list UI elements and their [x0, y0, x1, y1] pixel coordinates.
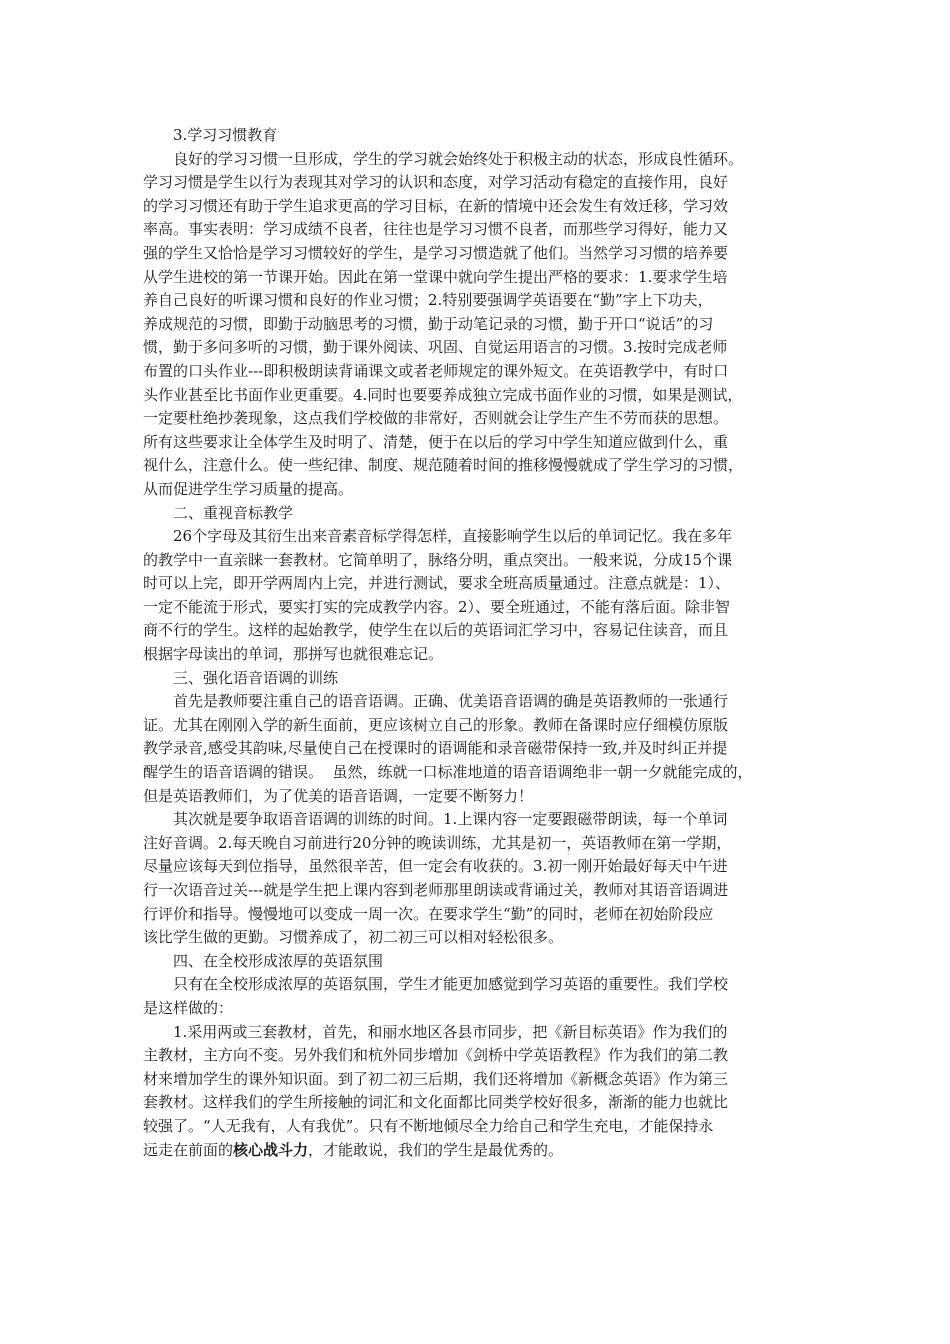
text-line: 醒学生的语音语调的错误。 虽然，练就一口标准地道的语音语调绝非一朝一夕就能完成的， — [143, 763, 753, 782]
text-line: 是这样做的： — [143, 998, 234, 1017]
section-two-heading: 二、重视音标教学 — [173, 503, 294, 522]
text-line: 行评价和指导。慢慢地可以变成一周一次。在要求学生“勤”的同时，老师在初始阶段应 — [143, 904, 714, 923]
section-four-heading: 四、在全校形成浓厚的英语氛围 — [173, 951, 384, 970]
text-line: 注好音调。2.每天晚自习前进行20分钟的晚读训练，尤其是初一，英语教师在第一学期， — [143, 833, 732, 852]
text-line: 一定要杜绝抄袭现象，这点我们学校做的非常好，否则就会让学生产生不劳而获的思想。 — [143, 409, 729, 428]
text-line: 1.采用两或三套教材，首先，和丽水地区各县市同步，把《新目标英语》作为我们的 — [173, 1022, 728, 1041]
text-line: 学习习惯是学生以行为表现其对学习的认识和态度，对学习活动有稳定的直接作用，良好 — [143, 173, 729, 192]
text-line: 教学录音,感受其韵味,尽量使自己在授课时的语调能和录音磁带保持一致,并及时纠正并提 — [143, 739, 728, 758]
section-3-heading: 3.学习习惯教育 — [173, 126, 278, 144]
text-line: 良好的学习习惯一旦形成，学生的学习就会始终处于积极主动的状态，形成良性循环。 — [173, 149, 744, 168]
text-line: 主教材，主方向不变。另外我们和杭外同步增加《剑桥中学英语教程》作为我们的第二教 — [143, 1046, 729, 1065]
text-line: 但是英语教师们，为了优美的语音语调，一定要不断努力！ — [143, 786, 534, 805]
section-four-paragraph-2 — [143, 1021, 811, 1139]
text-line: 商不行的学生。这样的起始教学，使学生在以后的英语词汇学习中，容易记住读音，而且 — [143, 621, 729, 640]
section-three-heading: 三、强化语音语调的训练 — [173, 668, 339, 687]
text-line: 强的学生又恰恰是学习习惯较好的学生，是学习习惯造就了他们。当然学习习惯的培养要 — [143, 243, 729, 262]
text-line: 首先是教师要注重自己的语音语调。正确、优美语音语调的确是英语教师的一张通行 — [173, 692, 729, 711]
text-line: 26个字母及其衍生出来音素音标学得怎样，直接影响学生以后的单词记忆。我在多年 — [173, 527, 733, 546]
text-line: 养自己良好的听课习惯和良好的作业习惯；2.特别要强调学英语要在“勤”字上下功夫， — [143, 291, 713, 310]
last-line-bold-term: 核心战斗力 — [233, 1140, 309, 1159]
section-two-body — [143, 525, 811, 667]
text-line: 较强了。“人无我有，人有我优”。只有不断地倾尽全力给自己和学生充电，才能保持永 — [143, 1116, 714, 1135]
text-line: 从而促进学生学习质量的提高。 — [143, 479, 354, 498]
text-line: 的学习习惯还有助于学生追求更高的学习目标，在新的情境中还会发生有效迁移，学习效 — [143, 196, 729, 215]
text-line: 养成规范的习惯，即勤于动脑思考的习惯，勤于动笔记录的习惯，勤于开口“说话”的习 — [143, 314, 714, 333]
section-four-paragraph-1 — [143, 973, 811, 1020]
text-line: 从学生进校的第一节课开始。因此在第一堂课中就向学生提出严格的要求：1.要求学生培 — [143, 267, 728, 286]
section-four-last-line — [143, 1139, 811, 1163]
text-line: 材来增加学生的课外知识面。到了初二初三后期，我们还将增加《新概念英语》作为第三 — [143, 1069, 729, 1088]
section-three-paragraph-1 — [143, 690, 811, 808]
section-three-paragraph-2 — [143, 808, 811, 950]
text-line: 的教学中一直亲睐一套教材。它简单明了，脉络分明，重点突出。一般来说，分成15个课 — [143, 550, 733, 569]
text-line: 头作业甚至比书面作业更重要。4.同时也要要养成独立完成书面作业的习惯，如果是测试， — [143, 385, 743, 404]
text-line: 套教材。这样我们的学生所接触的词汇和文化面都比同类学校好很多，渐渐的能力也就比 — [143, 1093, 729, 1112]
text-line: 该比学生做的更勤。习惯养成了，初二初三可以相对轻松很多。 — [143, 928, 564, 947]
text-line: 布置的口头作业---即积极朗读背诵课文或者老师规定的课外短文。在英语教学中，有时口 — [143, 361, 729, 380]
section-3-body — [143, 148, 811, 502]
text-line: 一定不能流于形式，要实打实的完成教学内容。2）、要全班通过，不能有落后面。除非智 — [143, 597, 731, 616]
text-line: 所有这些要求让全体学生及时明了、清楚，便于在以后的学习中学生知道应做到什么，重 — [143, 432, 729, 451]
last-line-post: ，才能敢说，我们的学生是最优秀的。 — [308, 1140, 564, 1159]
last-line-pre: 远走在前面的 — [143, 1140, 234, 1159]
text-line: 率高。事实表明：学习成绩不良者，往往也是学习习惯不良者，而那些学习得好，能力又 — [143, 220, 729, 239]
text-line: 惯，勤于多问多听的习惯，勤于课外阅读、巩固、自觉运用语言的习惯。3.按时完成老师 — [143, 338, 728, 357]
text-line: 其次就是要争取语音语调的训练的时间。1.上课内容一定要跟磁带朗读，每一个单词 — [173, 810, 728, 829]
text-line: 时可以上完，即开学两周内上完，并进行测试，要求全班高质量通过。注意点就是：1）、 — [143, 574, 731, 593]
text-line: 只有在全校形成浓厚的英语氛围，学生才能更加感觉到学习英语的重要性。我们学校 — [173, 975, 729, 994]
text-line: 视什么，注意什么。使一些纪律、制度、规范随着时间的推移慢慢就成了学生学习的习惯， — [143, 456, 744, 475]
text-line: 证。尤其在刚刚入学的新生面前，更应该树立自己的形象。教师在备课时应仔细模仿原版 — [143, 715, 729, 734]
document-page — [143, 124, 811, 1162]
text-line: 尽量应该每天到位指导，虽然很辛苦，但一定会有收获的。3.初一刚开始最好每天中午进 — [143, 857, 728, 876]
text-line: 行一次语音过关---就是学生把上课内容到老师那里朗读或背诵过关，教师对其语音语调进 — [143, 881, 729, 899]
text-line: 根据字母读出的单词，那拼写也就很难忘记。 — [143, 645, 444, 664]
